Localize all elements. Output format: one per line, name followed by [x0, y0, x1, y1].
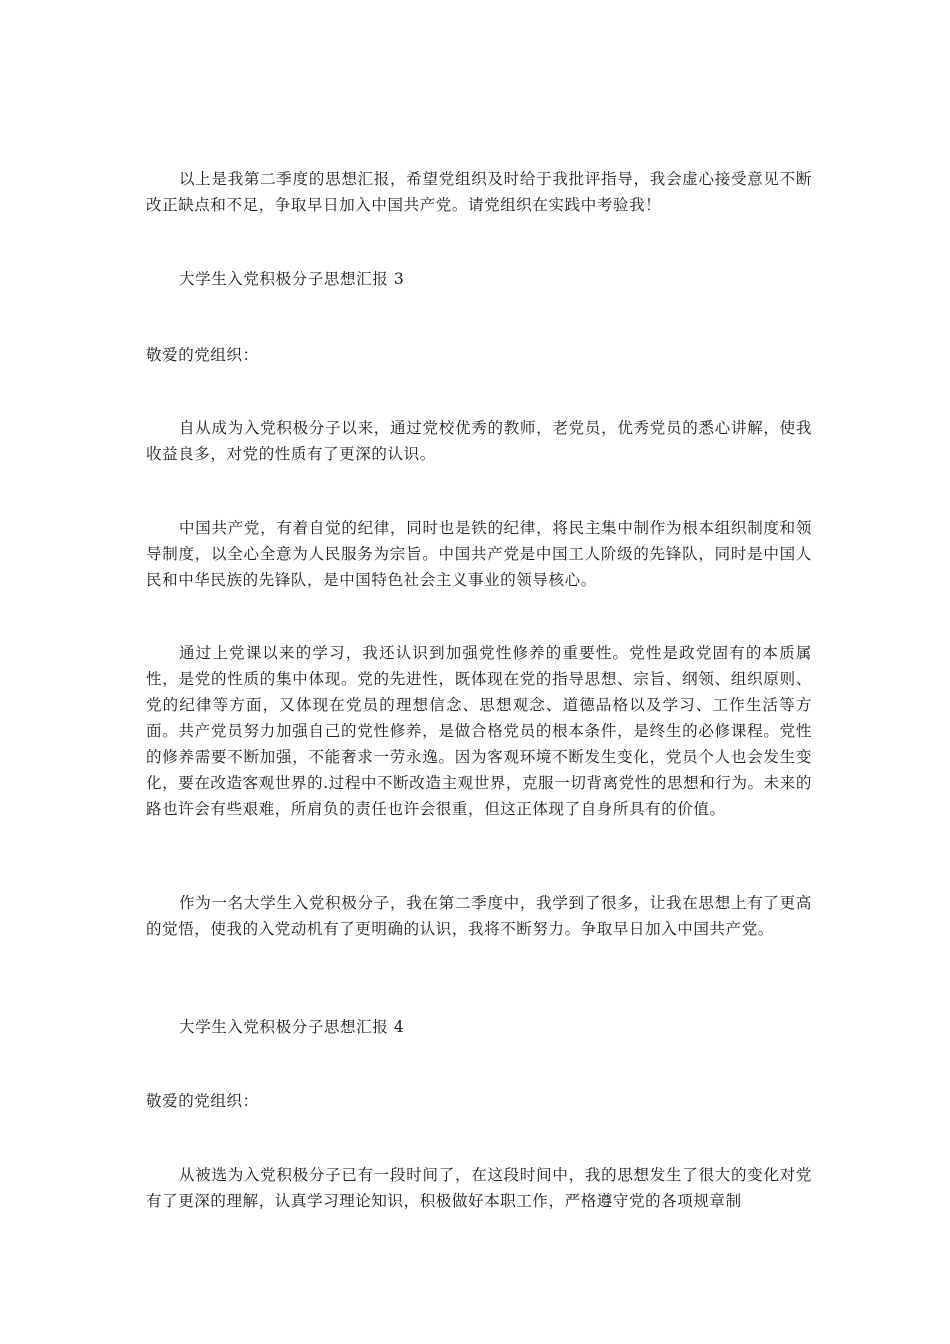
paragraph-report-4-intro: 从被选为入党积极分子已有一段时间了，在这段时间中，我的思想发生了很大的变化对党有了更深的理解，认真学习理论知识，积极做好本职工作，严格遵守党的各项规章制 [146, 1166, 812, 1210]
salutation-report-4: 敬爱的党组织： [146, 1092, 259, 1110]
paragraph-closing-report-2: 以上是我第二季度的思想汇报，希望党组织及时给于我批评指导，我会虚心接受意见不断改正缺点和不足，争取早日加入中国共产党。请党组织在实践中考验我！ [146, 170, 812, 214]
salutation-report-3: 敬爱的党组织： [146, 346, 259, 364]
heading-report-3: 大学生入党积极分子思想汇报 3 [179, 270, 405, 288]
paragraph-report-3-party: 中国共产党，有着自觉的纪律，同时也是铁的纪律，将民主集中制作为根本组织制度和领导制度，以全心全意为人民服务为宗旨。中国共产党是中国工人阶级的先锋队，同时是中国人民和中华民族的先锋队，是中国特色社会主义事业的领导核心。 [146, 519, 812, 589]
heading-report-4: 大学生入党积极分子思想汇报 4 [179, 1018, 405, 1036]
paragraph-report-3-study: 通过上党课以来的学习，我还认识到加强党性修养的重要性。党性是政党固有的本质属性，是党的性质的集中体现。党的先进性，既体现在党的指导思想、宗旨、纲领、组织原则、党的纪律等方面，又体现在党员的理想信念、思想观念、道德品格以及学习、工作生活等方面。共产党员努力加强自己的党性修养，是做合格党员的根本条件，是终生的必修课程。党性的修养需要不断加强，不能奢求一劳永逸。因为客观环境不断发生变化，党员个人也会发生变化，要在改造客观世界的.过程中不断改造主观世界，克服一切背离党性的思想和行为。未来的路也许会有些艰难，所肩负的责任也许会很重，但这正体现了自身所具有的价值。 [146, 644, 812, 818]
paragraph-report-3-intro: 自从成为入党积极分子以来，通过党校优秀的教师，老党员，优秀党员的悉心讲解，使我收益良多，对党的性质有了更深的认识。 [146, 419, 812, 463]
paragraph-report-3-closing: 作为一名大学生入党积极分子，我在第二季度中，我学到了很多，让我在思想上有了更高的觉悟，使我的入党动机有了更明确的认识，我将不断努力。争取早日加入中国共产党。 [146, 894, 812, 938]
